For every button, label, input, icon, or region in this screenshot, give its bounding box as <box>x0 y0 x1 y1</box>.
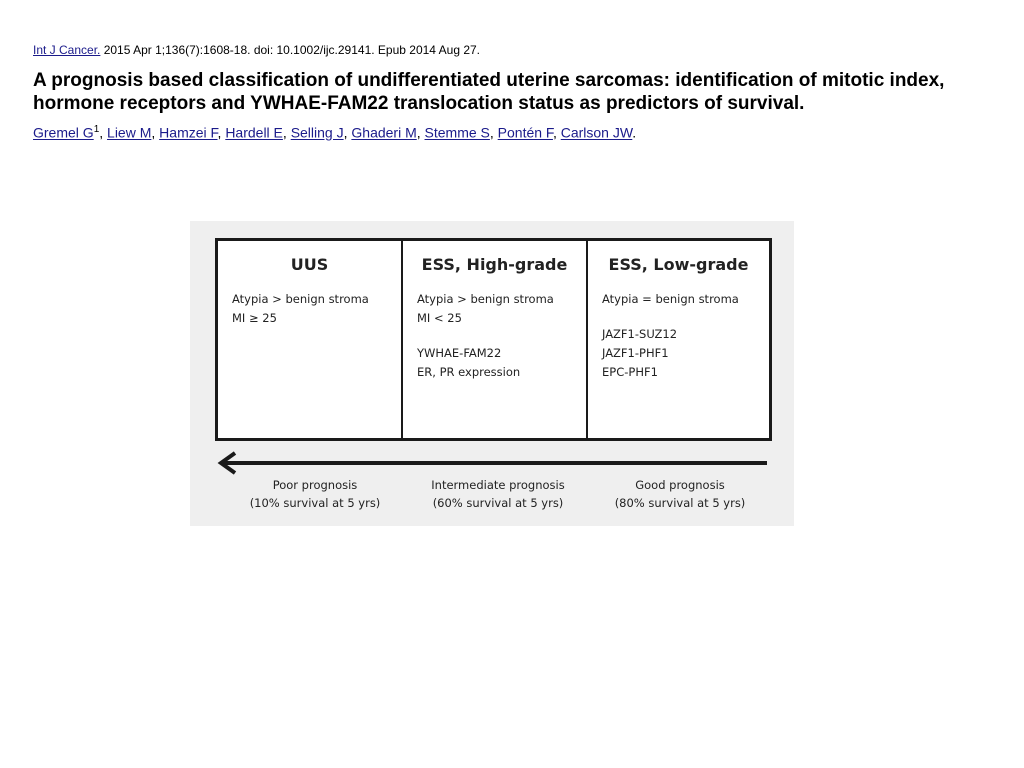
classification-table <box>215 238 772 441</box>
prognosis-intermediate <box>403 476 593 512</box>
criteria-line: MI < 25 <box>417 311 462 325</box>
prognosis-label: Intermediate prognosis <box>431 478 565 492</box>
author-link[interactable]: Carlson JW <box>560 124 633 141</box>
marker-line: YWHAE-FAM22 <box>417 346 502 360</box>
prognosis-survival: (10% survival at 5 yrs) <box>249 496 381 510</box>
column-ess-low-grade <box>586 241 769 438</box>
prognosis-label: Good prognosis <box>635 478 725 492</box>
author-affiliation-sup: 1 <box>93 124 100 135</box>
marker-line: ER, PR expression <box>417 365 521 379</box>
criteria-line: Atypia > benign stroma <box>232 292 369 306</box>
author-link[interactable]: Hardell E <box>225 124 283 141</box>
prognosis-label: Poor prognosis <box>272 478 358 492</box>
prognosis-survival: (60% survival at 5 yrs) <box>432 496 564 510</box>
marker-line: JAZF1-SUZ12 <box>602 327 678 341</box>
prognosis-survival: (80% survival at 5 yrs) <box>614 496 746 510</box>
column-ess-high-grade <box>401 241 586 438</box>
author-link[interactable]: Gremel G <box>33 124 94 141</box>
criteria-line: Atypia > benign stroma <box>417 292 554 306</box>
marker-line: EPC-PHF1 <box>602 365 658 379</box>
citation-line <box>33 43 480 57</box>
author-link[interactable]: Selling J <box>290 124 344 141</box>
column-criteria <box>588 290 769 382</box>
criteria-line: MI ≥ 25 <box>232 311 277 325</box>
column-header: ESS, High-grade <box>421 255 568 274</box>
author-link[interactable]: Stemme S <box>424 124 490 141</box>
column-uus <box>218 241 401 438</box>
criteria-line: Atypia = benign stroma <box>602 292 739 306</box>
author-list: Gremel $G^1$, Liew M, Hamzei F, Hardell E, Selling J, Ghaderi M, Stemme S, Pontén F, Carlson JW. <box>33 124 637 141</box>
prognosis-good <box>595 476 765 512</box>
author-link[interactable]: Ghaderi M <box>351 124 417 141</box>
author-link[interactable]: Pontén F <box>497 124 553 141</box>
article-title: A prognosis based classification of undifferentiated uterine sarcomas: identification of mitotic index, hormone receptors and YWHAE-FAM22 translocation status as predictors of survival. <box>33 70 945 114</box>
marker-line: JAZF1-PHF1 <box>602 346 669 360</box>
column-header: UUS <box>290 255 329 274</box>
column-criteria <box>403 290 586 382</box>
prognosis-poor <box>230 476 400 512</box>
journal-link[interactable]: Int J Cancer. <box>33 43 101 57</box>
column-header: ESS, Low-grade <box>608 255 749 274</box>
author-link[interactable]: Hamzei F <box>159 124 218 141</box>
prognosis-arrow-icon <box>215 451 769 475</box>
author-link[interactable]: Liew M <box>107 124 152 141</box>
column-criteria <box>218 290 401 328</box>
citation-details: 2015 Apr 1;136(7):1608-18. doi: 10.1002/ijc.29141. Epub 2014 Aug 27. <box>100 43 481 57</box>
classification-figure <box>190 221 794 526</box>
